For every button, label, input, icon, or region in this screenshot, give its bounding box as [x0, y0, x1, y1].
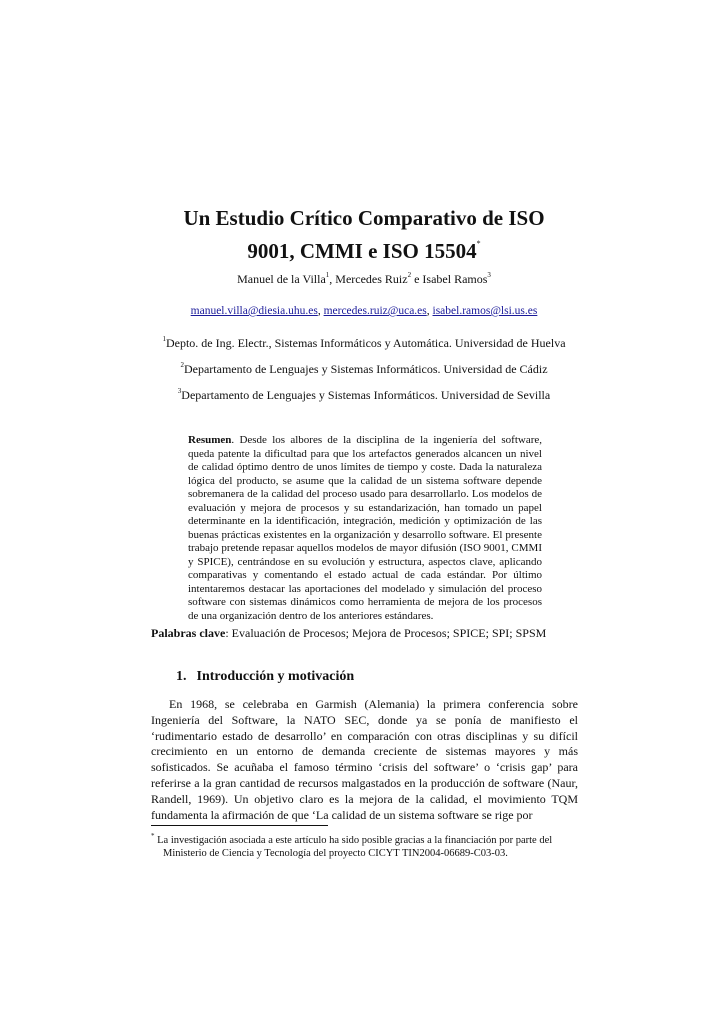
email-link-3[interactable]: isabel.ramos@lsi.us.es — [432, 305, 538, 317]
footnote-text-1: La investigación asociada a este artículo ha sido posible gracias a la financiación por parte del — [154, 835, 553, 846]
section-title: Introducción y motivación — [196, 669, 355, 684]
footnote-rule — [151, 825, 328, 826]
footnote — [151, 830, 579, 860]
affiliation-3-text: Departamento de Lenguajes y Sistemas Informáticos. Universidad de Sevilla — [181, 388, 551, 402]
section-number: 1. — [176, 669, 187, 684]
abstract-label: Resumen — [188, 434, 232, 446]
affiliation-1-mark: 1 — [162, 335, 166, 343]
keywords — [151, 626, 579, 640]
email-link-1[interactable]: manuel.villa@diesia.uhu.es — [190, 305, 318, 317]
affiliation-3 — [150, 384, 578, 402]
title-line-1: Un Estudio Crítico Comparativo de ISO — [183, 206, 545, 230]
author-3: Isabel Ramos — [422, 272, 488, 286]
email-separator: , — [426, 305, 433, 317]
author-1: Manuel de la Villa — [237, 272, 326, 286]
author-3-affiliation-mark: 3 — [487, 271, 491, 279]
title-line-2-text: 9001, CMMI e ISO 15504 — [247, 239, 477, 263]
author-1-affiliation-mark: 1 — [325, 271, 330, 279]
email-separator: , — [317, 305, 324, 317]
title-line-2 — [150, 231, 578, 264]
footnote-line-2: Ministerio de Ciencia y Tecnología del proyecto CICYT TIN2004-06689-C03-03. — [163, 848, 508, 859]
keywords-label: Palabras clave — [151, 626, 226, 640]
affiliation-2 — [150, 358, 578, 376]
body-paragraph: En 1968, se celebraba en Garmish (Alemania) la primera conferencia sobre Ingeniería del Software, la NATO SEC, donde ya se ponía de manifiesto el ‘rudimentario estado de desarrollo’ en comparación con otras disciplinas y su difícil crecimiento en un entorno de demanda creciente de sistemas mayores y más sofisticados. Se acuñaba el famoso término ‘crisis del software’ o ‘crisis gap’ para referirse a la gran cantidad de recursos malgastados en la producción de software (Naur, Randell, 1969). Un objetivo claro es la mejora de la calidad, el movimiento TQM fundamenta la afirmación de que ‘La calidad de un sistema software se rige por — [151, 697, 578, 822]
footnote-line-1 — [151, 830, 579, 847]
author-emails — [150, 304, 578, 318]
abstract — [188, 434, 542, 623]
abstract-text: . Desde los albores de la disciplina de la ingeniería del software, queda patente la dificultad para que los artefactos generados alcancen un nivel de calidad óptimo dentro de unos límites de tiempo y coste. Dada la naturaleza lógica del producto, se asume que la calidad de un sistema software depende sobremanera de la calidad del proceso usado para desarrollarlo. Los modelos de evaluación y mejora de procesos y su estandarización, han tomado un papel determinante en la identificación, integración, medición y optimización de las buenas prácticas existentes en la organización y desarrollo software. El presente trabajo pretende repasar aquellos modelos de mayor difusión (ISO 9001, CMMI y SPICE), centrándose en su evolución y estructura, aspectos clave, aplicando comparativas y comentando el estado actual de cada estándar. Por último intentaremos destacar las aportaciones del modelado y simulación del proceso software con sistemas dinámicos como herramienta de mejora de los procesos de una organización dentro de los anteriores estándares. — [188, 434, 542, 622]
paper-title — [150, 205, 578, 264]
author-list — [150, 268, 578, 286]
author-separator: , — [329, 272, 336, 286]
keywords-text: : Evaluación de Procesos; Mejora de Procesos; SPICE; SPI; SPSM — [225, 626, 547, 640]
email-link-2[interactable]: mercedes.ruiz@uca.es — [323, 305, 427, 317]
affiliation-2-text: Departamento de Lenguajes y Sistemas Informáticos. Universidad de Cádiz — [183, 362, 548, 376]
author-2-affiliation-mark: 2 — [407, 271, 412, 279]
title-footnote-mark: * — [476, 239, 481, 248]
author-2: Mercedes Ruiz — [335, 272, 408, 286]
author-separator: e — [411, 272, 423, 286]
affiliation-2-mark: 2 — [180, 361, 184, 369]
affiliation-1-text: Depto. de Ing. Electr., Sistemas Informáticos y Automática. Universidad de Huelva — [165, 336, 566, 350]
affiliation-1 — [150, 332, 578, 350]
section-heading — [176, 669, 354, 685]
affiliation-3-mark: 3 — [177, 387, 182, 395]
footnote-mark: * — [151, 832, 155, 840]
